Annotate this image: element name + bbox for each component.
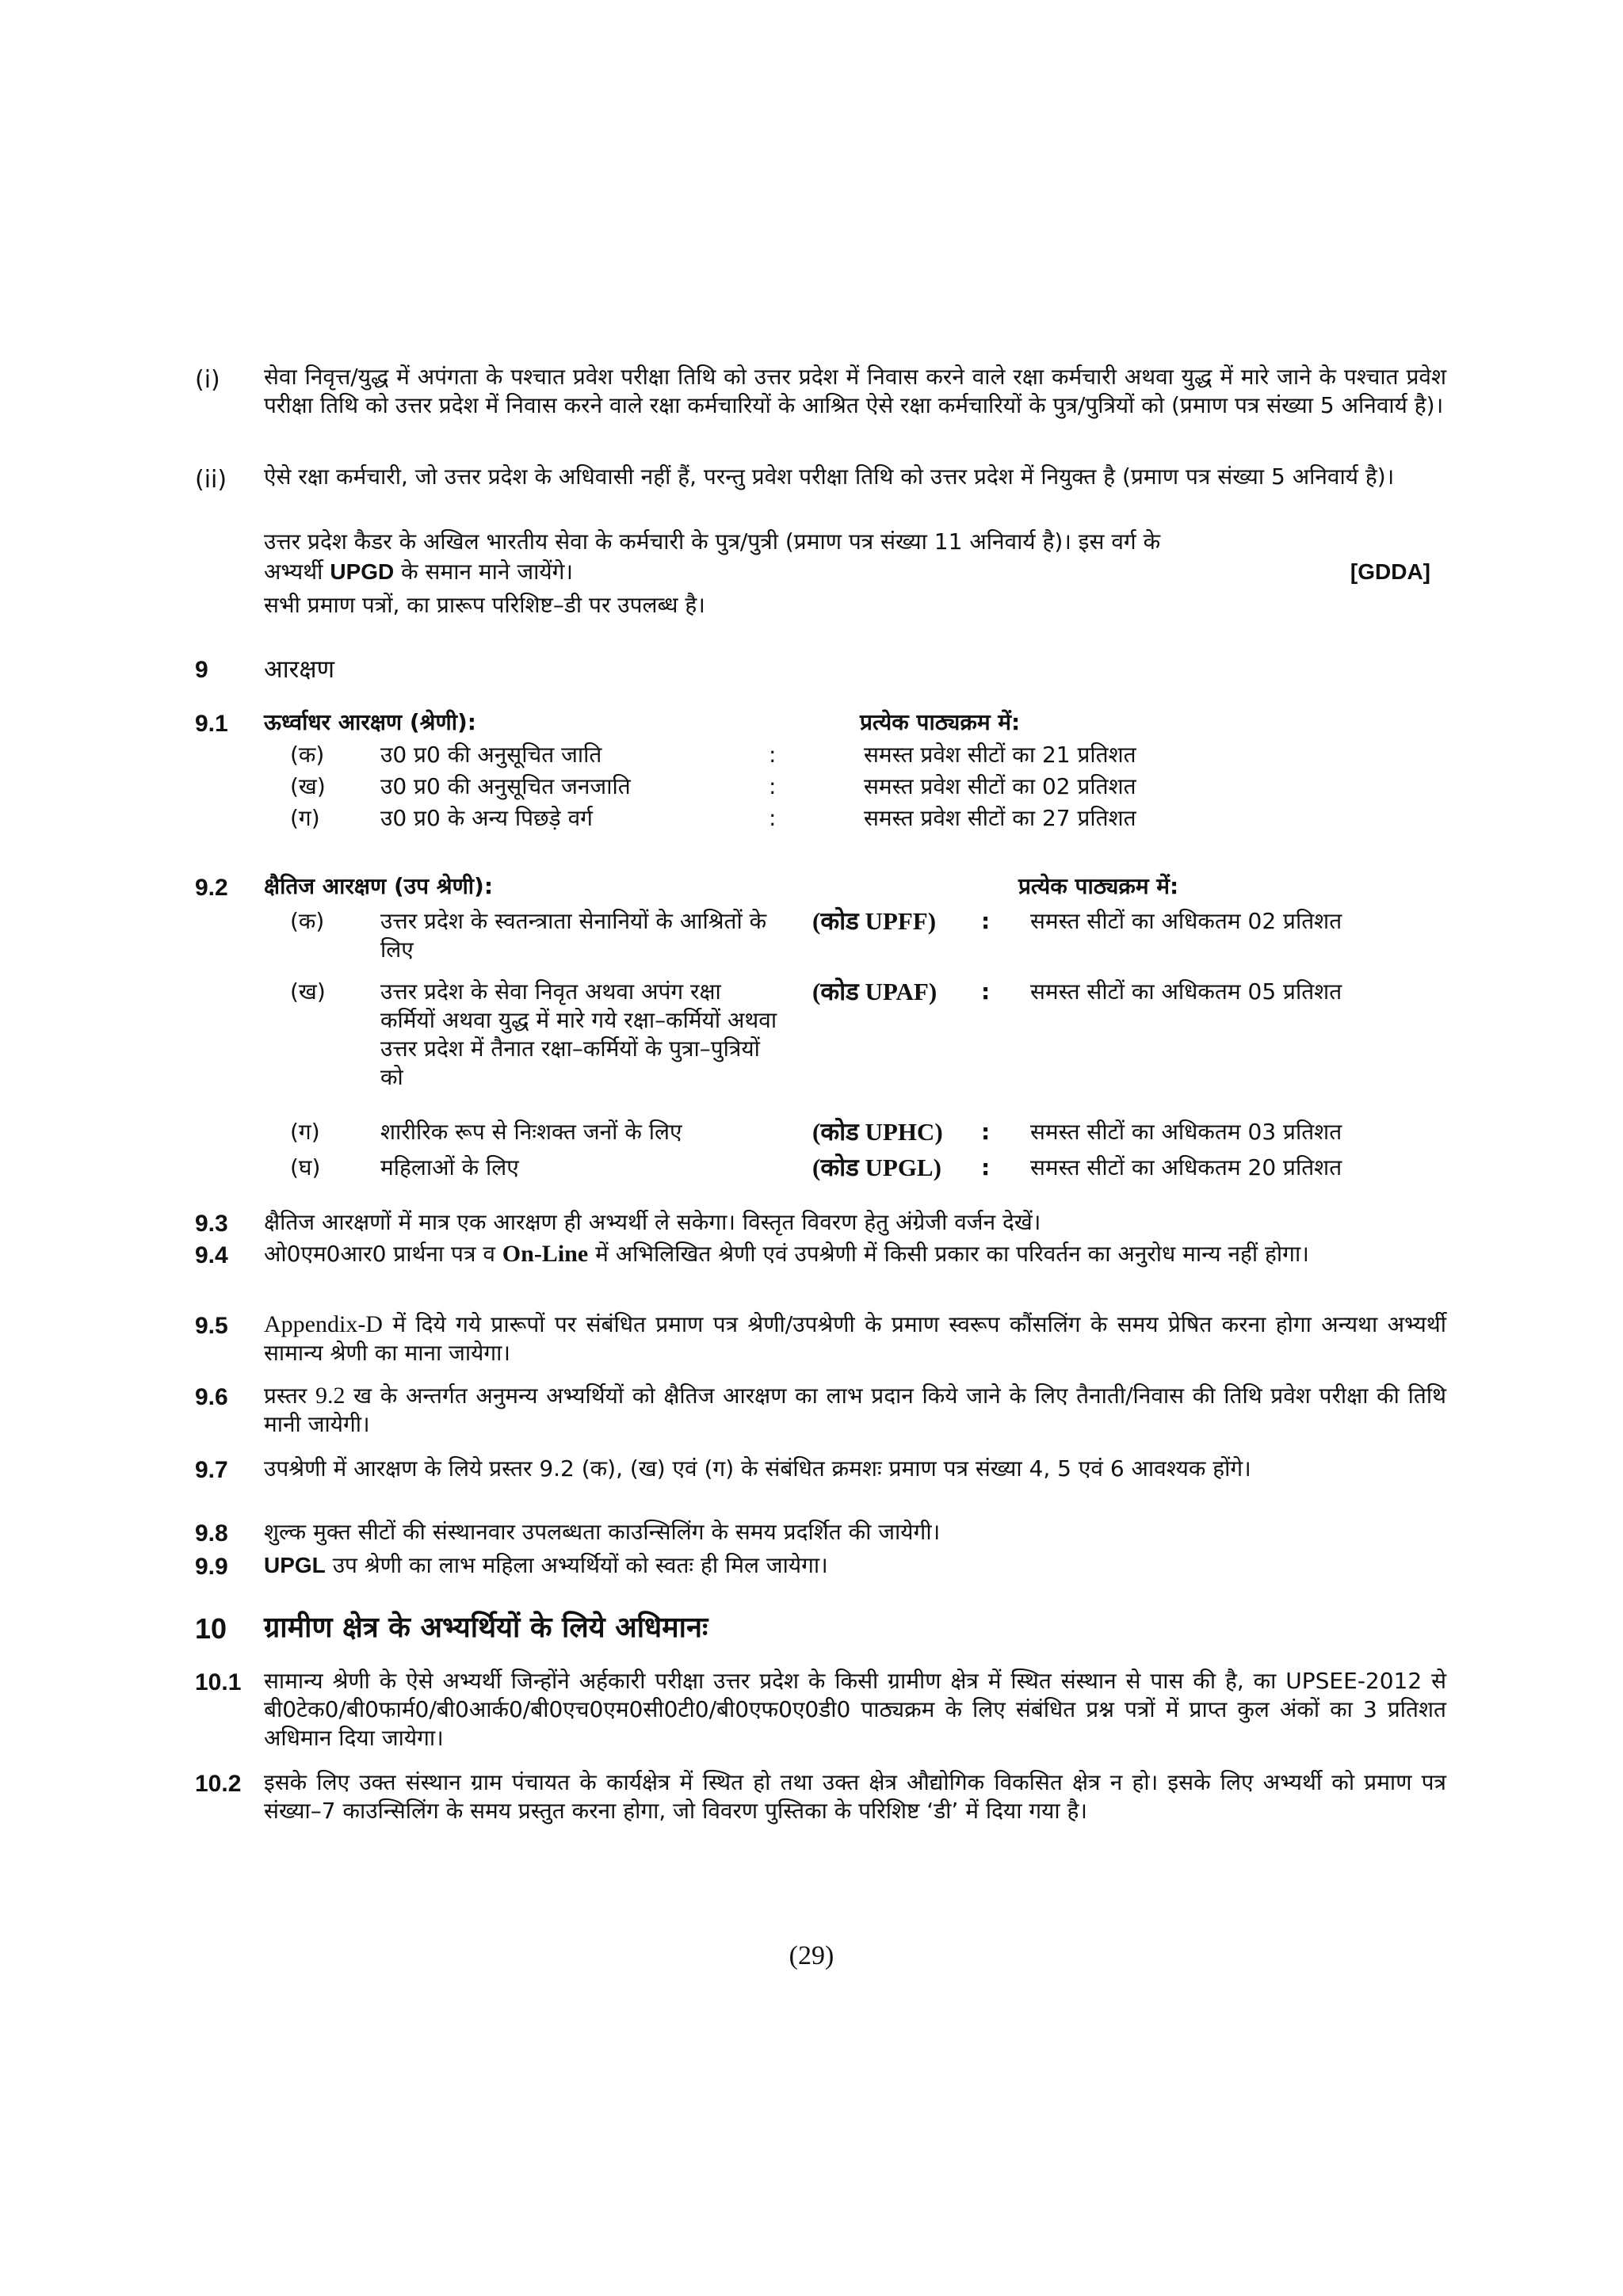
s91-row-marker: (ख) [290,773,326,799]
section-9-1-number: 9.1 [195,711,228,737]
online-label: On-Line [502,1241,589,1267]
section-9-9-number: 9.9 [195,1554,228,1580]
item-ii-text3-b: के समान माने जायेंगे। [401,559,574,585]
s91-row-value: समस्त प्रवेश सीटों का 21 प्रतिशत [864,742,1136,768]
section-9-8-text: शुल्क मुक्त सीटों की संस्थानवार उपलब्धता काउन्सिलिंग के समय प्रदर्शित की जायेगी। [264,1519,941,1545]
s92-row-label: महिलाओं के लिए [380,1154,519,1180]
section-9-1-col-header: प्रत्येक पाठ्यक्रम में: [860,709,1021,735]
s92-row-value: समस्त सीटों का अधिकतम 05 प्रतिशत [1030,978,1342,1005]
section-9-9-text-body: उप श्रेणी का लाभ महिला अभ्यर्थियों को स्वतः ही मिल जायेगा। [332,1552,828,1578]
s92-row-sep: : [981,1154,991,1180]
s91-row-label: उ0 प्र0 की अनुसूचित जनजाति [380,773,631,799]
s91-row-value: समस्त प्रवेश सीटों का 02 प्रतिशत [864,773,1136,799]
s91-row-label: उ0 प्र0 के अन्य पिछड़े वर्ग [380,805,593,831]
s91-row-sep: : [769,773,777,799]
section-9-3-number: 9.3 [195,1211,228,1237]
section-9-6-number: 9.6 [195,1384,228,1410]
s92-row-label: उत्तर प्रदेश के सेवा निवृत अथवा अपंग रक्षा कर्मियों अथवा युद्ध में मारे गये रक्षा–कर्मियों अथवा उत्तर प्रदेश में तैनात रक्षा–कर्मियों के पुत्रा–पुत्रियों को [380,978,777,1090]
section-9-2-number: 9.2 [195,875,228,901]
section-9-5-text [264,1310,1446,1367]
gdda-tag: [GDDA] [1350,559,1430,584]
s92-row-marker: (ख) [290,978,326,1005]
section-10-1-number: 10.1 [195,1669,242,1695]
s92-row-label: उत्तर प्रदेश के स्वतन्त्राता सेनानियों के आश्रितों के लिए [380,908,767,963]
section-9-4-text-b: में अभिलिखित श्रेणी एवं उपश्रेणी में किसी प्रकार का परिवर्तन का अनुरोध मान्य नहीं होगा। [595,1241,1309,1267]
section-9-4-number: 9.4 [195,1242,228,1268]
section-10-title: ग्रामीण क्षेत्र के अभ्यर्थियों के लिये अधिमानः [264,1611,708,1644]
section-9-7-text: उपश्रेणी में आरक्षण के लिये प्रस्तर 9.2 (क), (ख) एवं (ग) के संबंधित क्रमशः प्रमाण पत्र संख्या 4, 5 एवं 6 आवश्यक होंगे। [264,1455,1251,1482]
s92-row-marker: (ग) [290,1119,320,1145]
s92-row-value: समस्त सीटों का अधिकतम 02 प्रतिशत [1030,908,1342,934]
section-9-6-text [264,1382,1446,1439]
s91-row-sep: : [769,742,777,768]
s92-row-code: (कोड UPGL) [812,1154,941,1181]
section-9-8-number: 9.8 [195,1520,228,1547]
item-ii-text2: उत्तर प्रदेश कैडर के अखिल भारतीय सेवा के कर्मचारी के पुत्र/पुत्री (प्रमाण पत्र संख्या 11 अनिवार्य है)। इस वर्ग के [264,528,1161,555]
appendix-d-label: Appendix-D [264,1311,383,1337]
section-9-3-text: क्षैतिज आरक्षणों में मात्र एक आरक्षण ही अभ्यर्थी ले सकेगा। विस्तृत विवरण हेतु अंग्रेजी वर्जन देखें। [264,1209,1041,1235]
s92-row-sep: : [981,908,991,934]
upgd-code: UPGD [330,559,395,584]
item-ii-text3 [264,558,1446,586]
s92-row-code: (कोड UPAF) [812,978,938,1005]
s92-row-code: (कोड UPHC) [812,1118,943,1146]
section-9-5-text-b: में दिये गये प्रारूपों पर संबंधित प्रमाण पत्र श्रेणी/उपश्रेणी के प्रमाण स्वरूप कौंसलिंग के समय प्रेषित करना होगा अन्यथा अभ्यर्थी सामान्य श्रेणी का माना जायेगा। [264,1311,1446,1366]
s92-row-code: (कोड UPFF) [812,907,937,935]
section-9-7-number: 9.7 [195,1457,228,1483]
section-9-6-text-a: प्रस्तर [264,1383,307,1409]
s92-row-value: समस्त सीटों का अधिकतम 03 प्रतिशत [1030,1119,1342,1145]
s91-row-marker: (ग) [290,805,320,831]
section-9-4-text [264,1240,1446,1268]
section-10-2-text: इसके लिए उक्त संस्थान ग्राम पंचायत के कार्यक्षेत्र में स्थित हो तथा उक्त क्षेत्र औद्योगिक विकसित क्षेत्र न हो। इसके लिए अभ्यर्थी को प्रमाण पत्र संख्या–7 काउन्सिलिंग के समय प्रस्तुत करना होगा, जो विवरण पुस्तिका के परिशिष्ट ‘डी’ में दिया गया है। [264,1769,1446,1824]
s91-row-marker: (क) [290,742,325,768]
s91-row-value: समस्त प्रवेश सीटों का 27 प्रतिशत [864,805,1136,831]
section-9-number: 9 [195,657,208,683]
item-ii-marker: (ii) [195,466,227,494]
s92-row-sep: : [981,1119,991,1145]
item-ii-text4: सभी प्रमाण पत्रों, का प्रारूप परिशिष्ट–डी पर उपलब्ध है। [264,592,705,618]
section-9-5-number: 9.5 [195,1313,228,1339]
s91-row-sep: : [769,805,777,831]
s92-row-value: समस्त सीटों का अधिकतम 20 प्रतिशत [1030,1154,1342,1180]
section-9-1-title: ऊर्ध्वाधर आरक्षण (श्रेणी): [264,709,476,735]
item-ii-text: ऐसे रक्षा कर्मचारी, जो उत्तर प्रदेश के अधिवासी नहीं हैं, परन्तु प्रवेश परीक्षा तिथि को उत्तर प्रदेश में नियुक्त है (प्रमाण पत्र संख्या 5 अनिवार्य है)। [264,463,1395,490]
section-10-2-number: 10.2 [195,1771,242,1797]
s92-row-label: शारीरिक रूप से निःशक्त जनों के लिए [380,1119,682,1145]
section-9-6-ref: 9.2 [315,1383,346,1409]
section-9-9-text [264,1551,1446,1580]
item-i-marker: (i) [195,366,220,394]
section-9-4-text-a: ओ0एम0आर0 प्रार्थना पत्र व [264,1241,495,1267]
section-9-2-col-header: प्रत्येक पाठ्यक्रम में: [1018,873,1179,899]
s92-row-sep: : [981,978,991,1005]
item-ii-text3-a: अभ्यर्थी [264,559,323,585]
section-9-6-text-b: ख के अन्तर्गत अनुमन्य अभ्यर्थियों को क्षैतिज आरक्षण का लाभ प्रदान किये जाने के लिए तैनाती/निवास की तिथि प्रवेश परीक्षा की तिथि मानी जायेगी। [264,1383,1446,1437]
s92-row-marker: (क) [290,908,325,934]
section-10-1-text: सामान्य श्रेणी के ऐसे अभ्यर्थी जिन्होंने अर्हकारी परीक्षा उत्तर प्रदेश के किसी ग्रामीण क्षेत्र में स्थित संस्थान से पास की है, का UPSEE-2012 से बी0टेक0/बी0फार्म0/बी0आर्क0/बी0एच0एम0सी0टी0/बी0एफ0ए0डी0 पाठ्यक्रम के लिए संबंधित प्रश्न पत्रों में प्राप्त कुल अंकों का 3 प्रतिशत अधिमान दिया जायेगा। [264,1668,1446,1751]
s92-row-marker: (घ) [290,1154,321,1180]
section-9-2-title: क्षैतिज आरक्षण (उप श्रेणी): [264,873,494,899]
item-i-text: सेवा निवृत्त/युद्ध में अपंगता के पश्चात प्रवेश परीक्षा तिथि को उत्तर प्रदेश में निवास करने वाले रक्षा कर्मचारी अथवा युद्ध में मारे जाने के पश्चात प्रवेश परीक्षा तिथि को उत्तर प्रदेश में निवास करने वाले रक्षा कर्मचारियों के आश्रित ऐसे रक्षा कर्मचारियों के पुत्र/पुत्रियों को (प्रमाण पत्र संख्या 5 अनिवार्य है)। [264,364,1446,418]
page-number: (29) [789,1941,834,1970]
section-9-title: आरक्षण [264,655,335,684]
s91-row-label: उ0 प्र0 की अनुसूचित जाति [380,742,602,768]
section-10-number: 10 [195,1612,227,1645]
upgl-code: UPGL [264,1553,326,1577]
